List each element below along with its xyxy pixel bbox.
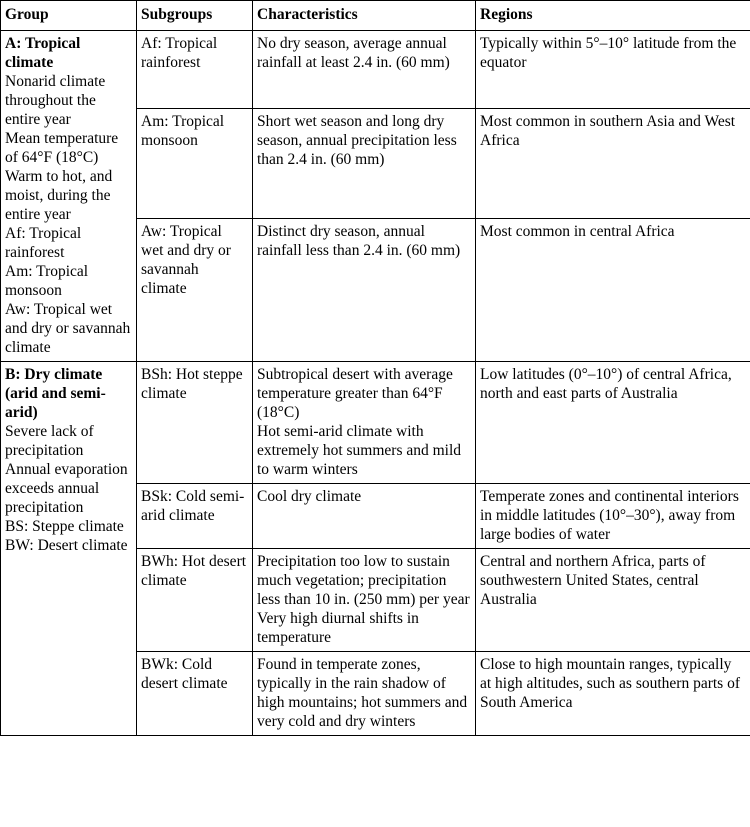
group-description-line: Severe lack of precipitation bbox=[5, 423, 94, 459]
regions-cell: Temperate zones and continental interiors in middle latitudes (10°–30°), away from large bodies of water bbox=[476, 484, 750, 549]
characteristics-cell bbox=[253, 109, 476, 219]
group-cell-tropical bbox=[1, 31, 137, 362]
header-group: Group bbox=[1, 1, 137, 31]
header-subgroups: Subgroups bbox=[137, 1, 253, 31]
characteristics-cell bbox=[253, 652, 476, 736]
regions-cell: Close to high mountain ranges, typically at high altitudes, such as southern parts of South America bbox=[476, 652, 750, 736]
group-description-line: Mean temperature of 64°F (18°C) bbox=[5, 130, 119, 166]
subgroup-cell: BSh: Hot steppe climate bbox=[137, 362, 253, 484]
characteristics-line: Short wet season and long dry season, annual precipitation less than 2.4 in. (60 mm) bbox=[257, 113, 457, 169]
subgroup-cell: BWh: Hot desert climate bbox=[137, 549, 253, 652]
characteristics-line: Cool dry climate bbox=[257, 488, 362, 505]
table-row bbox=[1, 31, 750, 109]
characteristics-line: Hot semi-arid climate with extremely hot summers and mild to warm winters bbox=[257, 423, 462, 478]
group-description-line: Annual evaporation exceeds annual precipitation bbox=[5, 461, 128, 516]
group-description-line: BS: Steppe climate bbox=[5, 518, 124, 535]
group-description-line: Nonarid climate throughout the entire year bbox=[5, 73, 106, 128]
regions-cell: Low latitudes (0°–10°) of central Africa, north and east parts of Australia bbox=[476, 362, 750, 484]
regions-cell: Typically within 5°–10° latitude from the equator bbox=[476, 31, 750, 109]
characteristics-line: Very high diurnal shifts in temperature bbox=[257, 610, 419, 646]
characteristics-cell bbox=[253, 362, 476, 484]
characteristics-line: No dry season, average annual rainfall at least 2.4 in. (60 mm) bbox=[257, 35, 450, 71]
subgroup-cell: Af: Tropical rainforest bbox=[137, 31, 253, 109]
regions-cell: Most common in southern Asia and West Africa bbox=[476, 109, 750, 219]
group-title: B: Dry climate (arid and semi-arid) bbox=[5, 366, 106, 421]
subgroup-cell: BSk: Cold semi-arid climate bbox=[137, 484, 253, 549]
group-title: A: Tropical climate bbox=[5, 35, 81, 71]
group-description-line: Warm to hot, and moist, during the entire year bbox=[5, 168, 113, 223]
header-regions: Regions bbox=[476, 1, 750, 31]
subgroup-cell: Aw: Tropical wet and dry or savannah climate bbox=[137, 219, 253, 362]
header-row bbox=[1, 1, 750, 31]
group-description-line: Am: Tropical monsoon bbox=[5, 263, 89, 299]
table-row bbox=[1, 362, 750, 484]
group-description-line: BW: Desert climate bbox=[5, 537, 128, 554]
header-characteristics: Characteristics bbox=[253, 1, 476, 31]
characteristics-cell bbox=[253, 484, 476, 549]
group-description-line: Aw: Tropical wet and dry or savannah climate bbox=[5, 301, 131, 356]
subgroup-cell: Am: Tropical monsoon bbox=[137, 109, 253, 219]
group-cell-dry bbox=[1, 362, 137, 736]
group-description-line: Af: Tropical rainforest bbox=[5, 225, 82, 261]
characteristics-line: Found in temperate zones, typically in the rain shadow of high mountains; hot summers and very cold and dry winters bbox=[257, 656, 468, 730]
regions-cell: Central and northern Africa, parts of southwestern United States, central Australia bbox=[476, 549, 750, 652]
subgroup-cell: BWk: Cold desert climate bbox=[137, 652, 253, 736]
characteristics-line: Subtropical desert with average temperature greater than 64°F (18°C) bbox=[257, 366, 453, 421]
regions-cell: Most common in central Africa bbox=[476, 219, 750, 362]
characteristics-cell bbox=[253, 31, 476, 109]
characteristics-cell bbox=[253, 219, 476, 362]
characteristics-line: Distinct dry season, annual rainfall less than 2.4 in. (60 mm) bbox=[257, 223, 461, 260]
characteristics-cell bbox=[253, 549, 476, 652]
characteristics-line: Precipitation too low to sustain much vegetation; precipitation less than 10 in. (250 mm) per year bbox=[257, 553, 470, 608]
